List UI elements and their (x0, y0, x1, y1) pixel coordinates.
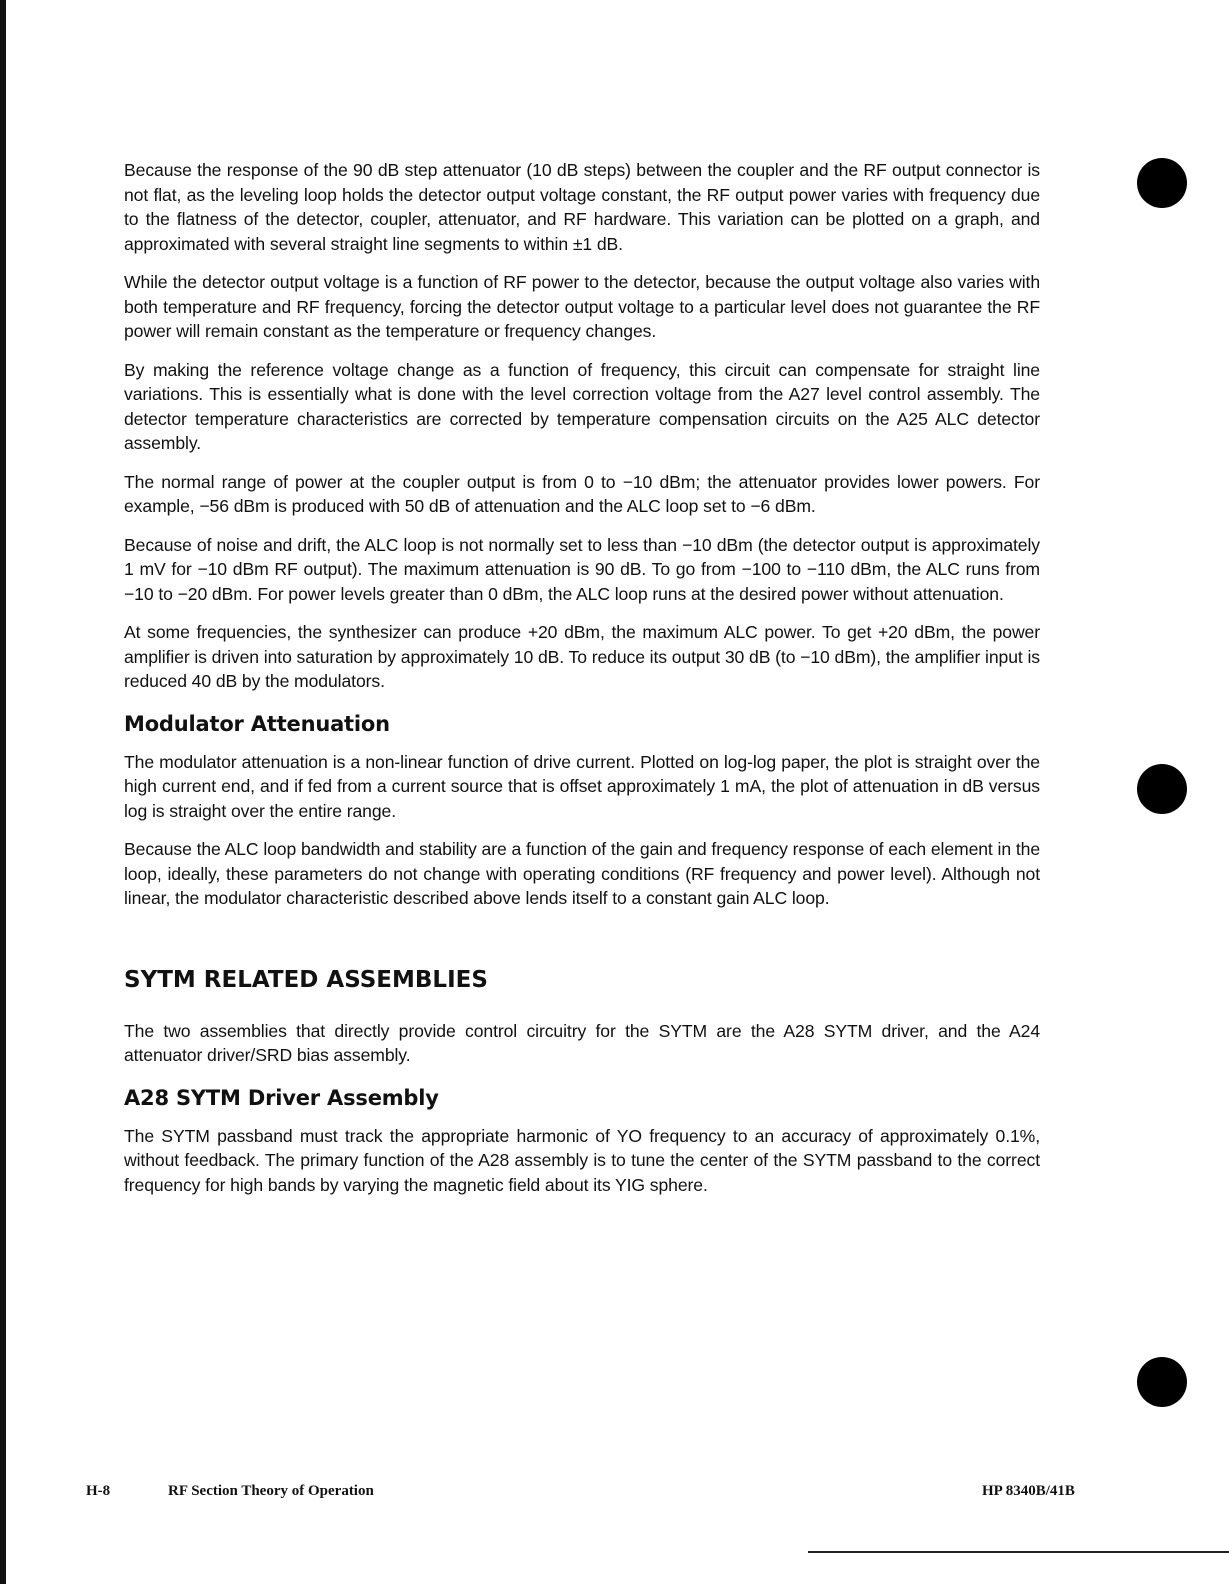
heading-modulator-attenuation: Modulator Attenuation (124, 711, 390, 736)
paragraph-noise-drift: Because of noise and drift, the ALC loop is not normally set to less than −10 dBm (the detector output is approximately 1 mV for −10 dBm RF output). The maximum attenuation is 90 dB. To go from −100 to −110 dBm, the ALC runs from −10 to −20 dBm. For power levels greater than 0 dBm, the ALC loop runs at the desired power without attenuation. (124, 534, 1040, 604)
paragraph-normal-range: The normal range of power at the coupler output is from 0 to −10 dBm; the attenuator provides lower powers. For example, −56 dBm is produced with 50 dB of attenuation and the ALC loop set to −6 dBm. (124, 471, 1040, 516)
page-body (124, 158, 1040, 1211)
paragraph-modulator-nonlinear: The modulator attenuation is a non-linear function of drive current. Plotted on log-log paper, the plot is straight over the high current end, and if fed from a current source that is offset approximately 1 mA, the plot of attenuation in dB versus log is straight over the entire range. (124, 751, 1040, 821)
footer-model: HP 8340B/41B (982, 1483, 1075, 1499)
paragraph-loop-bandwidth: Because the ALC loop bandwidth and stability are a function of the gain and frequency response of each element in the loop, ideally, these parameters do not change with operating conditions (RF frequency and power level). Although not linear, the modulator characteristic described above lends itself to a constant gain ALC loop. (124, 839, 1040, 908)
left-margin-rule (0, 0, 6, 1584)
paragraph-flatness: Because the response of the 90 dB step attenuator (10 dB steps) between the coupler and the RF output connector is not flat, as the leveling loop holds the detector output voltage constant, the RF output power varies with frequency due to the flatness of the detector, coupler, attenuator, and RF hardware. This variation can be plotted on a graph, and approximated with several straight line segments to within ±1 dB. (124, 160, 1040, 254)
paragraph-sytm-assemblies: The two assemblies that directly provide control circuitry for the SYTM are the A28 SYTM driver, and the A24 attenuator driver/SRD bias assembly. (124, 1020, 1040, 1065)
punch-hole-top (1137, 158, 1187, 208)
bottom-rule (808, 1551, 1229, 1553)
paragraph-sytm-passband: The SYTM passband must track the appropriate harmonic of YO frequency to an accuracy of approximately 0.1%, without feedback. The primary function of the A28 assembly is to tune the center of the SYTM passband to the correct frequency for high bands by varying the magnetic field about its YIG sphere. (124, 1125, 1040, 1195)
paragraph-reference-voltage: By making the reference voltage change as a function of frequency, this circuit can compensate for straight line variations. This is essentially what is done with the level correction voltage from the A27 level control assembly. The detector temperature characteristics are corrected by temperature compensation circuits on the A25 ALC detector assembly. (124, 359, 1040, 453)
punch-hole-bottom (1137, 1357, 1187, 1407)
heading-sytm-related-assemblies: SYTM RELATED ASSEMBLIES (124, 966, 488, 993)
footer-page-number: H-8 (86, 1483, 111, 1499)
paragraph-detector-voltage: While the detector output voltage is a function of RF power to the detector, because the output voltage also varies with both temperature and RF frequency, forcing the detector output voltage to a particular level does not guarantee the RF power will remain constant as the temperature or frequency changes. (124, 272, 1040, 341)
heading-a28-sytm-driver: A28 SYTM Driver Assembly (124, 1085, 439, 1110)
punch-hole-middle (1137, 764, 1187, 814)
footer-section-title: RF Section Theory of Operation (168, 1483, 374, 1499)
paragraph-saturation: At some frequencies, the synthesizer can produce +20 dBm, the maximum ALC power. To get +20 dBm, the power amplifier is driven into saturation by approximately 10 dB. To reduce its output 30 dB (to −10 dBm), the amplifier input is reduced 40 dB by the modulators. (124, 622, 1040, 691)
